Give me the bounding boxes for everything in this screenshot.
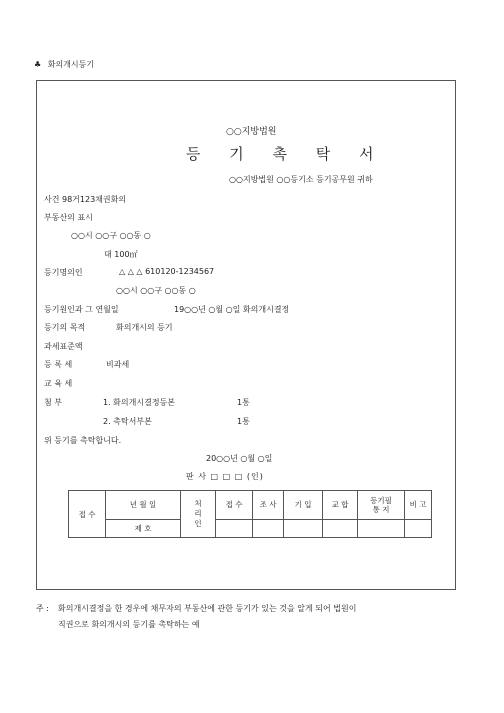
cause-label: 등기원인과 그 연월일 (44, 305, 119, 314)
col-receipt: 접 수 (216, 491, 253, 520)
form-title: 등 기 촉 탁 서 (186, 145, 386, 163)
purpose-label: 등기의 목적 (44, 323, 86, 332)
judge-signature-line: 판 사 □ □ □ (인) (186, 472, 264, 481)
attachment-2-count: 1통 (237, 417, 250, 426)
col-review: 조 사 (253, 491, 284, 520)
obligor-label: 등기명의인 (44, 268, 83, 277)
tax-base-label: 과세표준액 (44, 342, 83, 351)
recipient: ○○지방법원 ○○등기소 등기공무원 귀하 (229, 175, 373, 184)
col-completion-notice: 등기필 통 지 (358, 491, 405, 520)
cause-value: 19○○년 ○월 ○일 화의개시결정 (174, 305, 290, 314)
cell-collation (323, 519, 358, 537)
purpose-value: 화의개시의 등기 (116, 323, 173, 332)
cell-completion-notice (358, 519, 405, 537)
date-header: 년 월 일 (106, 491, 181, 520)
property-address: ○○시 ○○구 ○○동 ○ (71, 231, 151, 240)
col-entry: 기 입 (284, 491, 323, 520)
court-name: ○○지방법원 (226, 127, 277, 137)
registration-tax-label: 등 록 세 (44, 360, 73, 369)
cell-entry (284, 519, 323, 537)
obligor-name-id: △ △ △ 610120-1234567 (119, 267, 215, 276)
col-remarks: 비 고 (405, 491, 432, 520)
cell-remarks (405, 519, 432, 537)
case-line: 사건 98거123채권화의 (44, 195, 127, 204)
section-label: 화의개시등기 (47, 60, 95, 69)
property-label: 부동산의 표시 (44, 213, 93, 222)
document-date: 20○○년 ○월 ○일 (206, 454, 273, 463)
attachments-label: 첨 부 (44, 398, 62, 407)
obligor-address: ○○시 ○○구 ○○동 ○ (116, 286, 196, 295)
note-line-1: 화의개시결정을 한 경우에 채무자의 부동산에 관한 등기가 있는 것을 알게 되어 법원이 (58, 604, 357, 613)
registry-record-table (68, 490, 432, 538)
section-header (34, 59, 94, 70)
receipt-header: 접 수 (69, 491, 106, 538)
attachment-2: 2. 촉탁서부본 (103, 417, 152, 426)
note-label: 주 : (36, 604, 49, 613)
property-area: 대 100㎡ (104, 250, 138, 259)
closing-line: 위 등기를 촉탁합니다. (44, 436, 122, 445)
number-header: 제 호 (106, 519, 181, 537)
processor-header: 처 리 인 (181, 491, 216, 538)
cell-review (253, 519, 284, 537)
education-tax-label: 교 육 세 (44, 379, 73, 388)
club-symbol: ♣ (34, 60, 42, 69)
cell-receipt (216, 519, 253, 537)
note-line-2: 직권으로 화의개시의 등기를 촉탁하는 예 (58, 620, 200, 629)
attachment-1-count: 1통 (237, 398, 250, 407)
registration-tax-value: 비과세 (106, 360, 130, 369)
attachment-1: 1. 화의개시결정등본 (103, 398, 175, 407)
col-collation: 교 합 (323, 491, 358, 520)
